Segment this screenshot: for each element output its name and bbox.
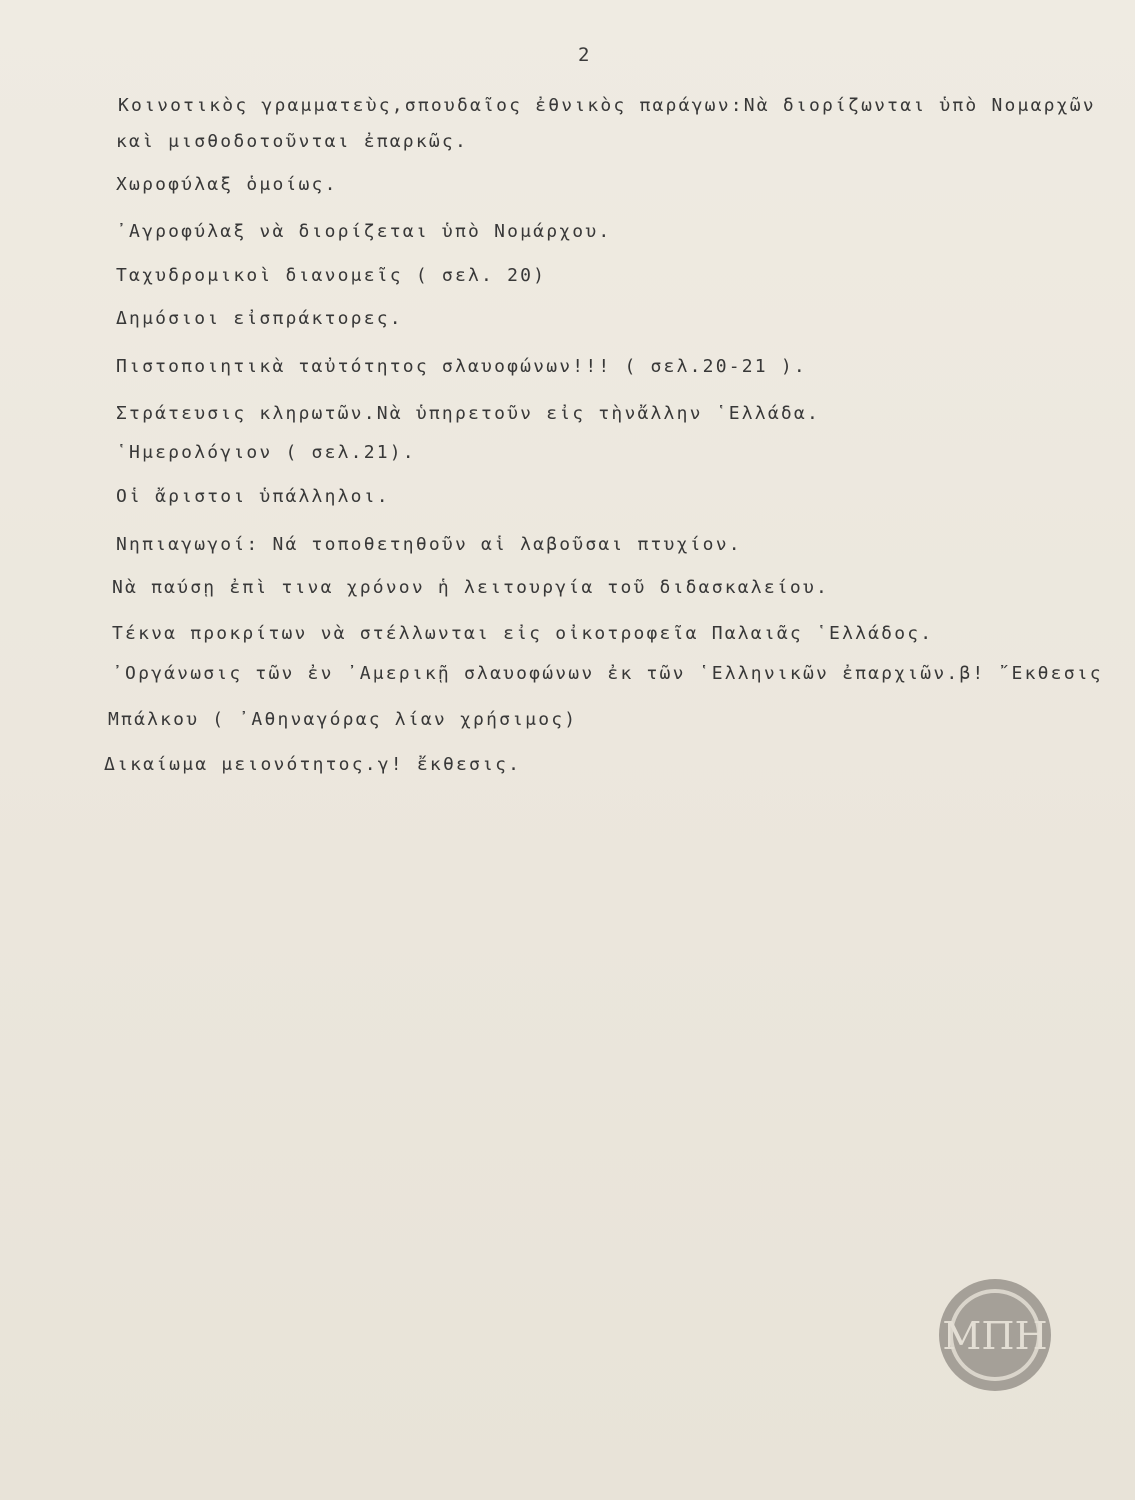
text-line: ᾽Αγροφύλαξ νὰ διορίζεται ὑπὸ Νομάρχου. <box>116 221 612 242</box>
text-line: Στράτευσις κληρωτῶν.Νὰ ὑπηρετοῦν εἰς τὴνἄλλην ῾Ελλάδα. <box>116 403 820 424</box>
page-number: 2 <box>578 44 591 66</box>
text-line: Μπάλκου ( ᾽Αθηναγόρας λίαν χρήσιμος) <box>108 709 578 730</box>
archive-stamp-logo <box>937 1277 1053 1393</box>
svg-text:ΜΠΗ: ΜΠΗ <box>942 1314 1048 1358</box>
text-line: ῾Ημερολόγιον ( σελ.21). <box>116 442 416 463</box>
text-line: Οἱ ἄριστοι ὑπάλληλοι. <box>116 486 390 507</box>
text-line: Δημόσιοι εἰσπράκτορες. <box>116 308 403 329</box>
text-line: ᾽Οργάνωσις τῶν ἐν ᾽Αμερικῇ σλαυοφώνων ἐκ τῶν ῾Ελληνικῶν ἐπαρχιῶν.β! ῎Εκθεσις <box>112 663 1103 684</box>
text-line: καὶ μισθοδοτοῦνται ἐπαρκῶς. <box>116 131 468 152</box>
text-line: Κοινοτικὸς γραμματεὺς,σπουδαῖος ἐθνικὸς παράγων:Νὰ διορίζωνται ὑπὸ Νομαρχῶν <box>118 95 1096 116</box>
text-line: Δικαίωμα μειονότητος.γ! ἔκθεσις. <box>104 754 522 775</box>
text-line: Ταχυδρομικοὶ διανομεῖς ( σελ. 20) <box>116 265 547 286</box>
text-line: Πιστοποιητικὰ ταὐτότητος σλαυοφώνων!!! ( σελ.20-21 ). <box>116 356 807 377</box>
text-line: Τέκνα προκρίτων νὰ στέλλωνται εἰς οἰκοτροφεῖα Παλαιᾶς ῾Ελλάδος. <box>112 623 934 644</box>
text-line: Χωροφύλαξ ὁμοίως. <box>116 174 338 195</box>
text-line: Νὰ παύσῃ ἐπὶ τινα χρόνον ἡ λειτουργία τοῦ διδασκαλείου. <box>112 577 830 598</box>
text-line: Νηπιαγωγοί: Νά τοποθετηθοῦν αἱ λαβοῦσαι πτυχίον. <box>116 534 742 555</box>
